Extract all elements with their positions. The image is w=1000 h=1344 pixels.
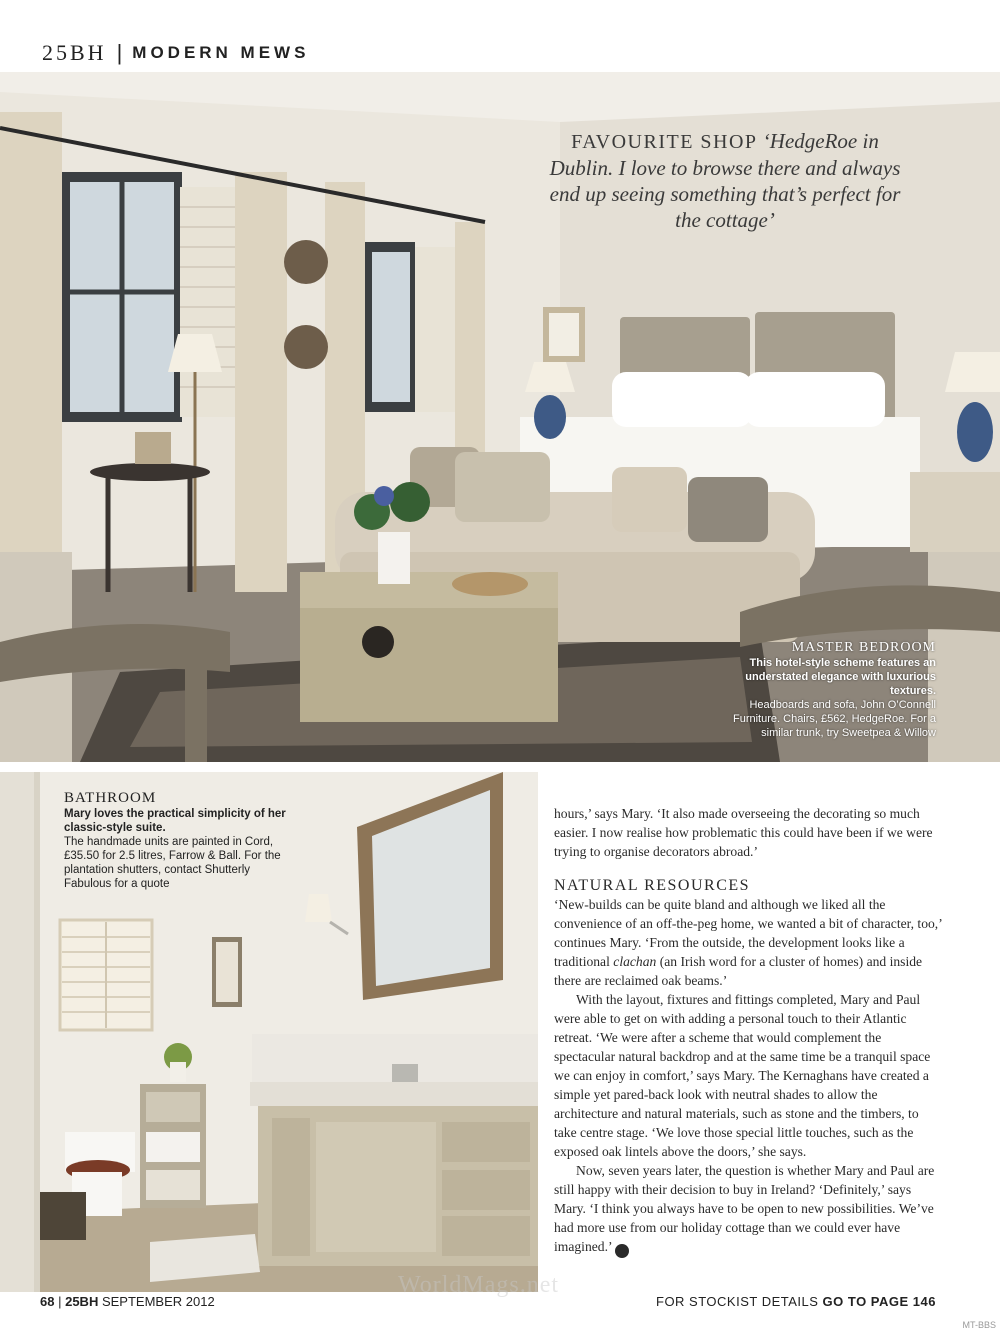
article-body	[554, 804, 944, 1258]
bathroom-caption	[64, 790, 294, 891]
pull-quote-text: ‘HedgeRoe in Dublin. I love to browse there and always end up seeing something that’s perfect for the cottage’	[549, 129, 901, 232]
section-title: MODERN MEWS	[132, 43, 310, 62]
article-paragraph	[554, 895, 944, 990]
footer-stockist	[656, 1294, 936, 1309]
footer-divider: |	[58, 1294, 66, 1309]
bathroom-caption-body: The handmade units are painted in Cord, £35.50 for 2.5 litres, Farrow & Ball. For the plantation shutters, contact Shutterly Fabulous for a quote	[64, 836, 281, 890]
header-divider: |	[116, 40, 123, 65]
footer-folio	[40, 1294, 215, 1309]
pull-quote	[545, 128, 905, 233]
bedroom-caption-lead: This hotel-style scheme features an understated elegance with luxurious textures.	[745, 657, 936, 697]
bathroom-caption-lead: Mary loves the practical simplicity of her classic-style suite.	[64, 808, 286, 834]
footer-date: SEPTEMBER 2012	[101, 1294, 215, 1309]
article-subheading: NATURAL RESOURCES	[554, 877, 751, 894]
pull-quote-label: FAVOURITE SHOP	[571, 131, 758, 153]
end-mark-icon: 25	[615, 1244, 629, 1258]
page-number: 68	[40, 1294, 55, 1309]
bedroom-caption-body: Headboards and sofa, John O’Connell Furniture. Chairs, £562, HedgeRoe. For a similar trunk, try Sweetpea & Willow	[733, 699, 936, 739]
article-text: ‘New-builds can be quite bland and although we liked all the convenience of an off-the-peg home, we wanted a bit of character, too,’ continues Mary. ‘From the outside, the development looks like a traditional	[554, 897, 942, 969]
footer-magazine: 25BH	[65, 1294, 99, 1309]
page-header	[42, 38, 309, 68]
article-text: (an Irish word for a cluster of homes) and inside there are reclaimed oak beams.’	[554, 954, 923, 988]
bathroom-caption-title: BATHROOM	[64, 790, 157, 806]
article-paragraph: With the layout, fixtures and fittings completed, Mary and Paul were able to get on with adding a personal touch to their Atlantic retreat. ‘We were after a scheme that would complement the spectacular natural backdrop and at the same time be a tranquil space we can enjoy in comfort,’ says Mary. The Kernaghans have created a simple yet pared-back look with neutral shades to allow the architecture and natural materials, such as stone and the timbers, to take centre stage. ‘We love those special little touches, such as the exposed oak lintels above the doors,’ she says.	[554, 992, 931, 1159]
magazine-name: 25BH	[42, 40, 107, 65]
article-text: Now, seven years later, the question is whether Mary and Paul are still happy with their decision to buy in Ireland? ‘Definitely,’ says Mary. ‘I think you always have to be open to new possibilities. We’ve had more use from our holiday cottage than we could ever have imagined.’	[554, 1163, 935, 1254]
corner-mark: MT-BBS	[962, 1320, 996, 1330]
bedroom-caption	[706, 640, 936, 740]
article-emphasis: clachan	[613, 954, 657, 969]
watermark: WorldMags.net	[398, 1272, 560, 1298]
stockist-prefix: FOR STOCKIST DETAILS	[656, 1294, 819, 1309]
article-paragraph	[554, 1161, 944, 1258]
article-paragraph: hours,’ says Mary. ‘It also made overseeing the decorating so much easier. I now realise how problematic this could have been if we were trying to organise decorators abroad.’	[554, 806, 933, 859]
bedroom-caption-title: MASTER BEDROOM	[791, 640, 936, 655]
stockist-link[interactable]: GO TO PAGE 146	[822, 1294, 936, 1309]
